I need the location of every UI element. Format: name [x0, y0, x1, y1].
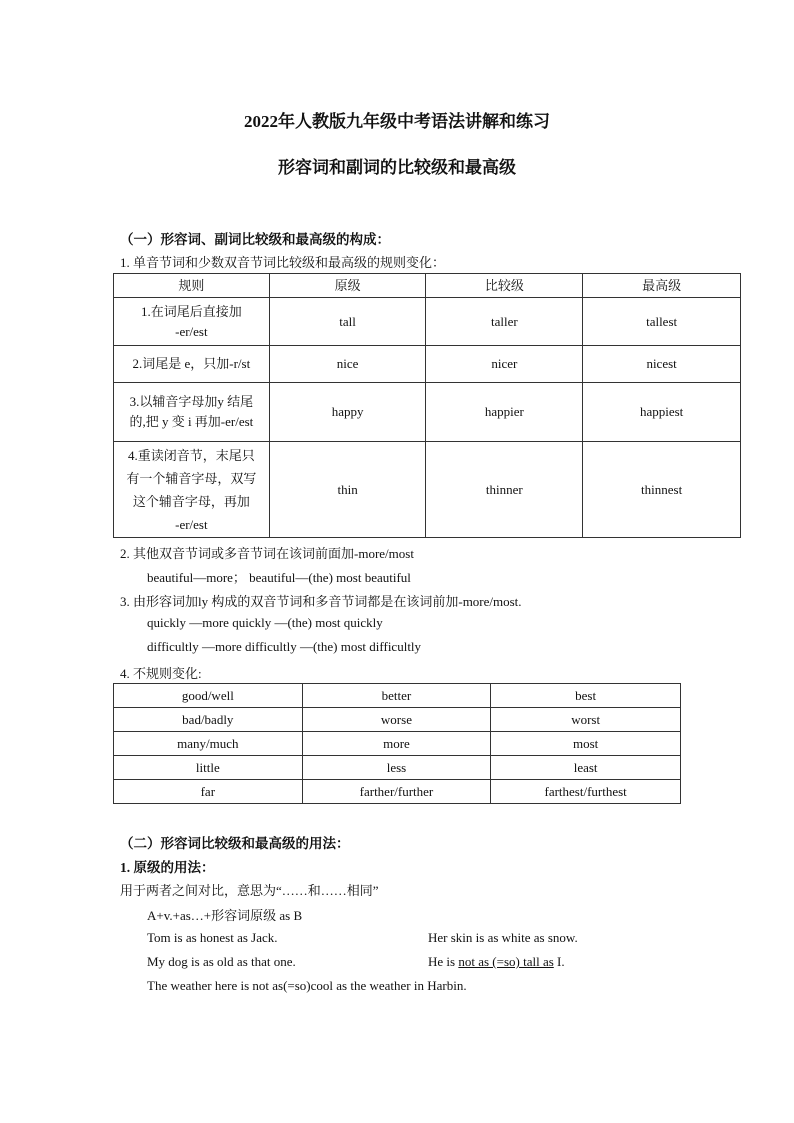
table-row	[114, 780, 681, 804]
comparative-cell: thinner	[426, 442, 583, 538]
example-sentence: The weather here is not as(=so)cool as the weather in Harbin.	[147, 978, 467, 993]
rule-line: 2.词尾是 e，只加-r/st	[132, 356, 251, 371]
superlative-cell: tallest	[583, 298, 741, 346]
irregular-forms-table	[113, 683, 681, 804]
base-cell: nice	[269, 346, 426, 383]
example-sentence: My dog is as old as that one.	[147, 954, 296, 969]
comparative-cell: worse	[302, 708, 491, 732]
superlative-cell: nicest	[583, 346, 741, 383]
table-row	[114, 442, 741, 538]
table-row	[114, 732, 681, 756]
superlative-cell: worst	[491, 708, 681, 732]
sentence-part: He is	[428, 954, 459, 969]
document-subtitle: 形容词和副词的比较级和最高级	[278, 158, 516, 177]
rule-cell	[114, 298, 270, 346]
item2-example: beautiful—more； beautiful—(the) most beautiful	[147, 570, 411, 585]
base-cell: happy	[269, 383, 426, 442]
table-row	[114, 298, 741, 346]
comparative-cell: more	[302, 732, 491, 756]
base-cell: bad/badly	[114, 708, 303, 732]
superlative-cell: farthest/furthest	[491, 780, 681, 804]
rule-cell	[114, 346, 270, 383]
section2-heading: （二）形容词比较级和最高级的用法：	[120, 836, 350, 851]
base-cell: thin	[269, 442, 426, 538]
table-row	[114, 708, 681, 732]
rule-line: 的,把 y 变 i 再加-er/est	[129, 414, 254, 429]
header-rule: 规则	[114, 274, 270, 298]
subsection1-heading: 1. 原级的用法：	[120, 860, 215, 875]
item3-text: 3. 由形容词加ly 构成的双音节词和多音节词都是在该词前加-more/most.	[120, 594, 522, 609]
table-row	[114, 383, 741, 442]
rule-line: -er/est	[175, 323, 208, 339]
comparative-cell: better	[302, 684, 491, 708]
regular-forms-table	[113, 273, 741, 538]
section1-heading: （一）形容词、副词比较级和最高级的构成：	[120, 232, 390, 247]
underlined-phrase: not as (=so) tall as	[458, 954, 554, 969]
base-cell: many/much	[114, 732, 303, 756]
rule-cell	[114, 442, 270, 538]
header-superlative: 最高级	[583, 274, 741, 298]
superlative-cell: most	[491, 732, 681, 756]
header-base: 原级	[269, 274, 426, 298]
rule-line: 1.在词尾后直接加	[140, 303, 242, 319]
item3-example-2: difficultly —more difficultly —(the) most difficultly	[147, 639, 422, 654]
superlative-cell: happiest	[583, 383, 741, 442]
rule-line: -er/est	[175, 516, 208, 532]
table-header-row	[114, 274, 741, 298]
rule-cell	[114, 383, 270, 442]
sentence-part: I.	[553, 954, 565, 969]
usage-formula: A+v.+as…+形容词原级 as B	[147, 908, 303, 923]
comparative-cell: nicer	[426, 346, 583, 383]
table-row	[114, 346, 741, 383]
rule-line: 4.重读闭音节，末尾只	[127, 447, 255, 463]
table-row	[114, 756, 681, 780]
item3-example-1: quickly —more quickly —(the) most quickly	[147, 615, 383, 630]
superlative-cell: best	[491, 684, 681, 708]
comparative-cell: farther/further	[302, 780, 491, 804]
rule-line: 这个辅音字母，再加	[132, 493, 250, 509]
example-sentence: Her skin is as white as snow.	[428, 930, 578, 945]
item2-text: 2. 其他双音节词或多音节词在该词前面加-more/most	[120, 546, 414, 561]
base-cell: little	[114, 756, 303, 780]
base-cell: tall	[269, 298, 426, 346]
superlative-cell: thinnest	[583, 442, 741, 538]
comparative-cell: taller	[426, 298, 583, 346]
usage-description: 用于两者之间对比，意思为“……和……相同”	[120, 883, 379, 898]
comparative-cell: happier	[426, 383, 583, 442]
base-cell: good/well	[114, 684, 303, 708]
superlative-cell: least	[491, 756, 681, 780]
table-row	[114, 684, 681, 708]
header-comparative: 比较级	[426, 274, 583, 298]
example-sentence: Tom is as honest as Jack.	[147, 930, 278, 945]
rule-line: 有一个辅音字母，双写	[126, 470, 257, 486]
rule-line: 3.以辅音字母加y 结尾	[129, 394, 254, 409]
document-title: 2022年人教版九年级中考语法讲解和练习	[244, 112, 550, 131]
item4-text: 4. 不规则变化:	[120, 666, 202, 681]
item1-text: 1. 单音节词和少数双音节词比较级和最高级的规则变化：	[120, 255, 446, 270]
example-sentence	[428, 954, 565, 970]
base-cell: far	[114, 780, 303, 804]
comparative-cell: less	[302, 756, 491, 780]
